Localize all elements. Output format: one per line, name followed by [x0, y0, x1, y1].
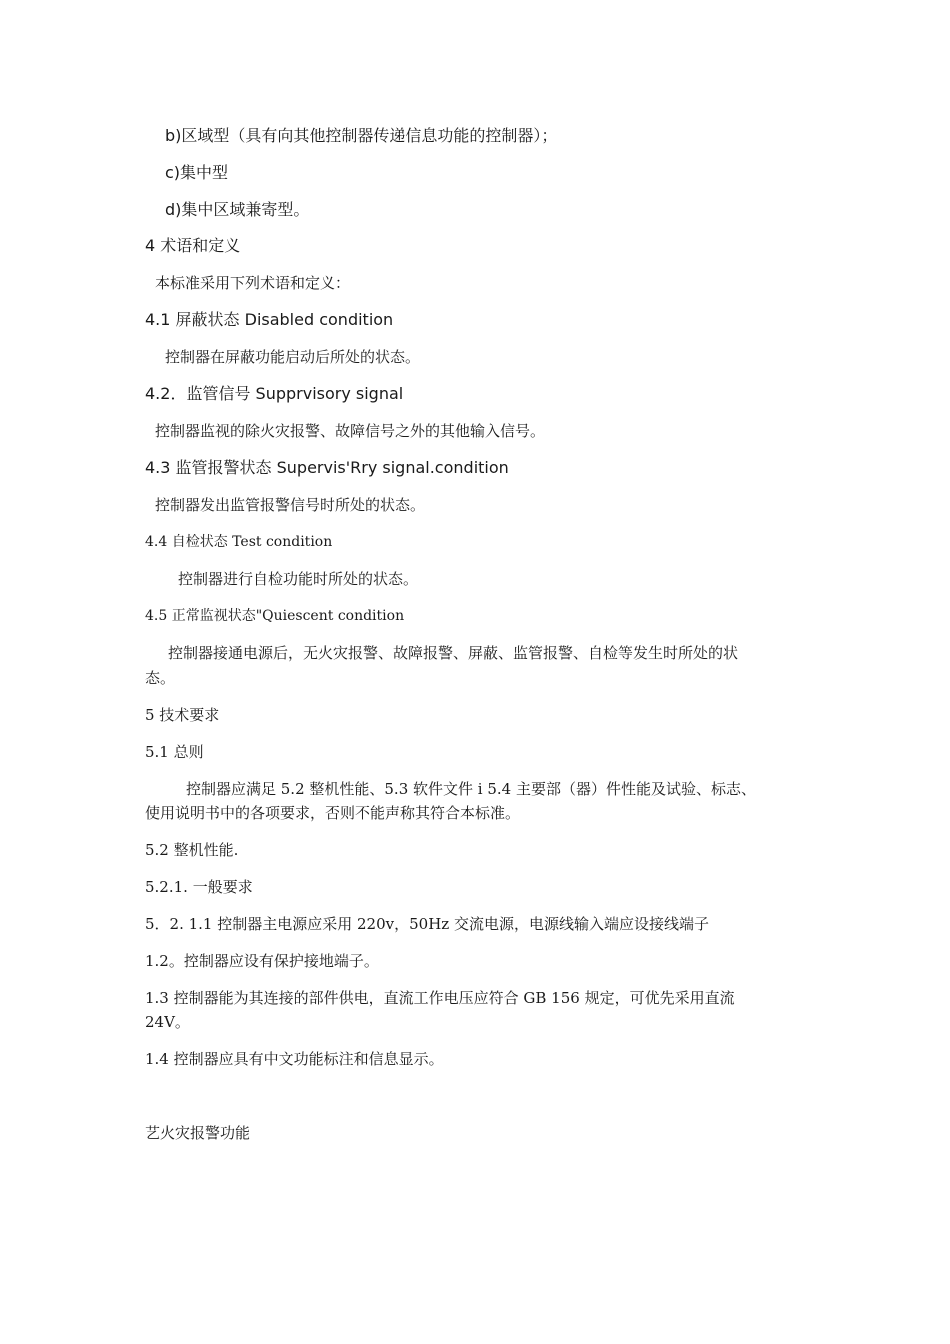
section-heading-5-2-1: 5.2.1. 一般要求 — [145, 878, 253, 896]
paragraph-1-3-line-1: 1.3 控制器能为其连接的部件供电，直流工作电压应符合 GB 156 规定，可优先采用直流 — [145, 989, 735, 1007]
section-heading-5-1: 5.1 总则 — [145, 743, 204, 761]
list-item-b: b)区域型（具有向其他控制器传递信息功能的控制器）； — [165, 126, 558, 145]
paragraph-5-2-1-1: 5．2. 1.1 控制器主电源应采用 220v，50Hz 交流电源，电源线输入端应设接线端子 — [145, 915, 709, 933]
section-heading-4: 4 术语和定义 — [145, 236, 241, 255]
paragraph-5-1-line-2: 使用说明书中的各项要求，否则不能声称其符合本标准。 — [145, 804, 521, 822]
list-item-d: d)集中区域兼寄型。 — [165, 200, 310, 219]
paragraph-4-1: 控制器在屏蔽功能启动后所处的状态。 — [165, 348, 421, 366]
section-heading-4-1: 4.1 屏蔽状态 Disabled condition — [145, 310, 394, 329]
paragraph-4-4: 控制器进行自检功能时所处的状态。 — [178, 570, 419, 588]
paragraph-5-1-line-1: 控制器应满足 5.2 整机性能、5.3 软件文件 i 5.4 主要部（器）件性能及试验、标志、 — [186, 780, 756, 798]
paragraph-4-5-line-2: 态。 — [145, 669, 176, 687]
paragraph-intro: 本标准采用下列术语和定义： — [155, 274, 351, 292]
section-heading-4-3: 4.3 监管报警状态 Supervis'Rry signal.condition — [145, 458, 509, 477]
section-heading-5-2: 5.2 整机性能. — [145, 841, 239, 859]
paragraph-1-2: 1.2。控制器应设有保护接地端子。 — [145, 952, 379, 970]
paragraph-1-3-line-2: 24V。 — [145, 1013, 190, 1031]
paragraph-4-5-line-1: 控制器接通电源后，无火灾报警、故障报警、屏蔽、监管报警、自检等发生时所处的状 — [168, 644, 739, 662]
list-item-c: c)集中型 — [165, 163, 229, 182]
paragraph-1-4: 1.4 控制器应具有中文功能标注和信息显示。 — [145, 1050, 444, 1068]
paragraph-4-2: 控制器监视的除火灾报警、故障信号之外的其他输入信号。 — [155, 422, 546, 440]
section-heading-5: 5 技术要求 — [145, 706, 220, 724]
paragraph-4-3: 控制器发出监管报警信号时所处的状态。 — [155, 496, 426, 514]
section-heading-4-5: 4.5 正常监视状态"Quiescent condition — [145, 608, 405, 624]
section-heading-4-4: 4.4 自检状态 Test condition — [145, 534, 333, 550]
section-heading-4-2: 4.2．监管信号 Supprvisory signal — [145, 384, 404, 403]
section-heading-fire-alarm: 艺火灾报警功能 — [145, 1124, 251, 1142]
